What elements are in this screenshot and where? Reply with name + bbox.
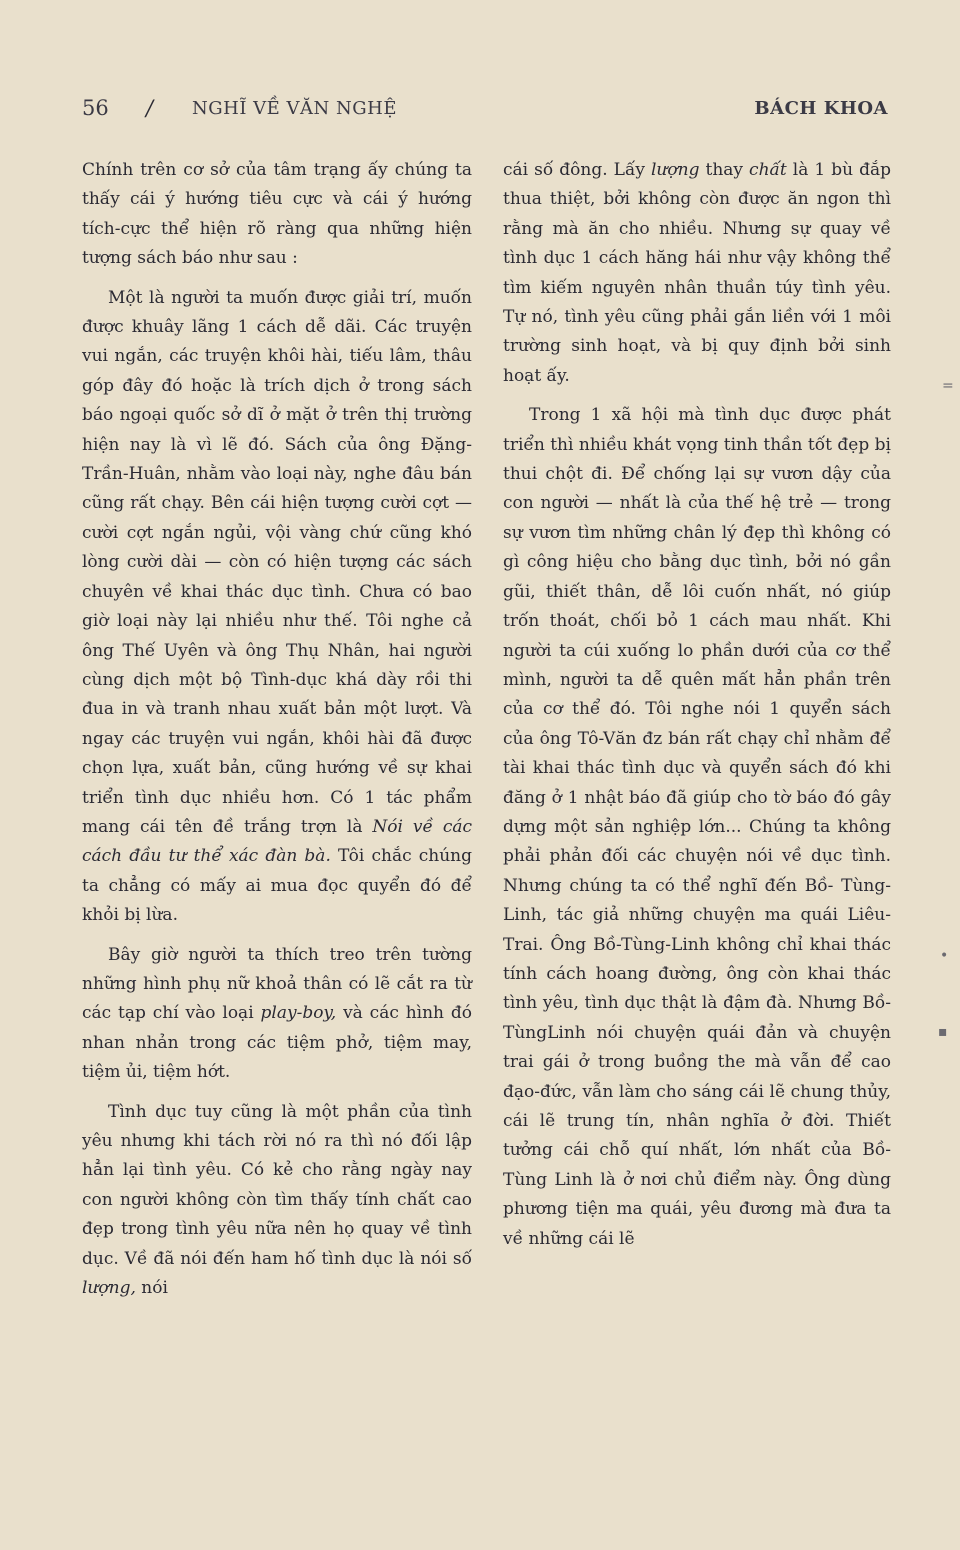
emphasis: lượng, xyxy=(82,1278,136,1299)
section-title: NGHĨ VỀ VĂN NGHỆ xyxy=(192,98,397,119)
paragraph: Một là người ta muốn được giải trí, muốn được khuây lãng 1 cách dễ dãi. Các truyện vui ngắn, các truyện khôi hài, tiếu lâm, thâu góp đây đó hoặc là trích dịch ở trong sách báo ngoại quốc sở dĩ ở mặt ở trên thị trường hiện nay là vì lẽ đó. Sách của ông Đặng-Trần-Huân, nhằm vào loại này, nghe đâu bán cũng rất chạy. Bên cái hiện tượng cười cợt — cười cợt ngắn ngủi, vội vàng chứ cũng khó lòng cười dài — còn có hiện tượng các sách chuyên về khai thác dục tình. Chưa có bao giờ loại này lại nhiều như thế. Tôi nghe cả ông Thế Uyên và ông Thụ Nhân, hai người cùng dịch một bộ Tình-dục khá dày rồi thi đua in và tranh nhau xuất bản một lượt. Và ngay các truyện vui ngắn, khôi hài đã được chọn lựa, xuất bản, cũng hướng về sự khai triển tình dục nhiều hơn. Có 1 tác phẩm mang cái tên đề trắng trợn là Nói về các cách đầu tư thể xác đàn bà. Tôi chắc chúng ta chẳng có mấy ai mua đọc quyển đó để khỏi bị lừa. xyxy=(82,287,473,926)
paragraph: Trong 1 xã hội mà tình dục được phát triển thì nhiều khát vọng tinh thần tốt đẹp bị thui chột đi. Để chống lại sự vươn dậy của con người — nhất là của thế hệ trẻ — trong sự vươn tìm những chân lý đẹp thì không có gì công hiệu cho bằng dục tình, bởi nó gần gũi, thiết thân, dễ lôi cuốn nhất, nó giúp trốn thoát, chối bỏ 1 cách mau nhất. Khi người ta cúi xuống lo phần dưới của cơ thể mình, người ta dễ quên mất hẳn phần trên của cơ thể đó. Tôi nghe nói 1 quyển sách của ông Tô-Văn đz bán rất chạy chỉ nhằm để tài khai thác tình dục và quyển sách đó khi đăng ở 1 nhật báo đã giúp cho tờ báo đó gây dựng một sản nghiệp lớn... Chúng ta không phải phản đối các chuyện nói về dục tình. Nhưng chúng ta có thể nghĩ đến Bồ- Tùng-Linh, tác giả những chuyện ma quái Liêu-Trai. Ông Bồ-Tùng-Linh không chỉ khai thác tính cách hoang đường, ông còn khai thác tình yêu, tình dục thật là đậm đà. Nhưng Bồ-TùngLinh nói chuyện quái đản và chuyện trai gái ở trong buồng the mà vẫn để cao đạo-đức, vẫn làm cho sáng cái lẽ chung thủy, cái lẽ trung tín, nhân nghĩa ở đời. Thiết tưởng cái chỗ quí nhất, lớn nhất của Bồ-Tùng Linh là ở nơi chủ điểm này. Ông dùng phương tiện ma quái, yêu đương mà đưa ta về những cái lẽ xyxy=(503,405,891,1249)
emphasis: lượng xyxy=(651,160,700,180)
paragraph: Bây giờ người ta thích treo trên tường những hình phụ nữ khoả thân có lẽ cắt ra từ các tạp chí vào loại play-boy, và các hình đó nhan nhản trong các tiệm phở, tiệm may, tiệm ủi, tiệm hớt. xyxy=(82,944,472,1083)
magazine-mention: play-boy, xyxy=(260,1003,337,1024)
page-number: 56 xyxy=(82,96,109,120)
emphasis: chất xyxy=(749,160,787,180)
margin-mark: • xyxy=(940,948,949,964)
magazine-name: BÁCH KHOA xyxy=(754,98,888,119)
paragraph: cái số đông. Lấy lượng thay chất là 1 bù đắp thua thiệt, bởi không còn được ăn ngon thì rằng mà ăn cho nhiều. Nhưng sự quay về tình dục 1 cách hăng hái như vậy không thể tìm kiếm nguyên nhân thuần túy tình yêu. Tự nó, tình yêu cũng phải gắn liền với 1 môi trường sinh hoạt, và bị quy định bởi sinh hoạt ấy. xyxy=(503,160,891,386)
margin-mark: = xyxy=(942,378,954,394)
page-header xyxy=(82,96,888,126)
left-column xyxy=(82,156,472,1303)
book-title: Nói về các cách đầu tư thể xác đàn bà. xyxy=(82,816,472,867)
paragraph: Chính trên cơ sở của tâm trạng ấy chúng ta thấy cái ý hướng tiêu cực và cái ý hướng tích-cực thể hiện rõ ràng qua những hiện tượng sách báo như sau : xyxy=(82,160,472,269)
header-separator: / xyxy=(146,96,154,120)
margin-mark: ▪ xyxy=(938,1024,948,1040)
paragraph: Tình dục tuy cũng là một phần của tình yêu nhưng khi tách rời nó ra thì nó đối lập hẳn lại tình yêu. Có kẻ cho rằng ngày nay con người không còn tìm thấy tính chất cao đẹp trong tình yêu nữa nên họ quay về tình dục. Về đã nói đến ham hố tình dục là nói số lượng, nói xyxy=(82,1101,472,1299)
right-column xyxy=(503,156,891,1254)
